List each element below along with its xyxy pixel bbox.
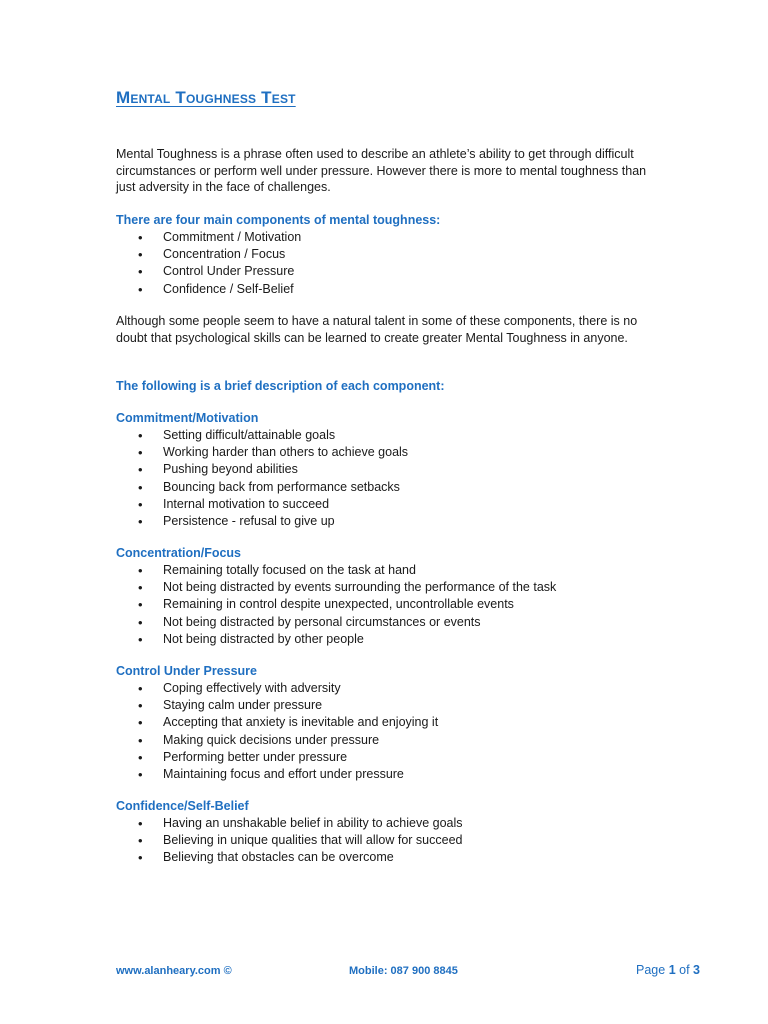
footer-page-number xyxy=(636,963,700,977)
list-item: • Believing that obstacles can be overcome xyxy=(116,849,676,866)
section-list xyxy=(116,815,676,867)
section-heading: Commitment/Motivation xyxy=(116,411,259,425)
talent-block xyxy=(116,313,676,346)
list-item: • Coping effectively with adversity xyxy=(116,680,676,697)
document-title: Mental Toughness Test xyxy=(116,88,296,107)
section-control xyxy=(116,663,676,783)
list-item: • Control Under Pressure xyxy=(116,263,676,280)
list-item: • Not being distracted by other people xyxy=(116,631,676,648)
section-heading: Concentration/Focus xyxy=(116,546,242,560)
description-heading: The following is a brief description of each component: xyxy=(116,379,445,393)
section-list xyxy=(116,427,676,530)
list-item: • Working harder than others to achieve goals xyxy=(116,444,676,461)
components-heading: There are four main components of mental toughness: xyxy=(116,213,441,227)
section-list xyxy=(116,680,676,783)
list-item: • Commitment / Motivation xyxy=(116,229,676,246)
list-item: • Bouncing back from performance setbacks xyxy=(116,479,676,496)
list-item: • Accepting that anxiety is inevitable and enjoying it xyxy=(116,714,676,731)
section-list xyxy=(116,562,676,648)
components-block xyxy=(116,212,676,298)
talent-paragraph: Although some people seem to have a natural talent in some of these components, there is no doubt that psychological skills can be learned to create greater Mental Toughness in anyone. xyxy=(116,314,638,345)
page-total: 3 xyxy=(693,963,700,977)
section-concentration xyxy=(116,545,676,648)
section-confidence xyxy=(116,798,676,867)
intro-paragraph: Mental Toughness is a phrase often used to describe an athlete’s ability to get through difficult circumstances or perform well under pressure. However there is more to mental toughness than just adversity in the face of challenges. xyxy=(116,147,647,194)
list-item: • Remaining totally focused on the task at hand xyxy=(116,562,676,579)
list-item: • Confidence / Self-Belief xyxy=(116,281,676,298)
list-item: • Not being distracted by personal circumstances or events xyxy=(116,614,676,631)
list-item: • Staying calm under pressure xyxy=(116,697,676,714)
list-item: • Setting difficult/attainable goals xyxy=(116,427,676,444)
list-item: • Pushing beyond abilities xyxy=(116,461,676,478)
section-commitment xyxy=(116,410,676,530)
list-item: • Performing better under pressure xyxy=(116,749,676,766)
footer-mobile: Mobile: 087 900 8845 xyxy=(349,965,458,977)
section-heading: Control Under Pressure xyxy=(116,664,258,678)
list-item: • Remaining in control despite unexpected, uncontrollable events xyxy=(116,596,676,613)
list-item: • Persistence - refusal to give up xyxy=(116,513,676,530)
list-item: • Making quick decisions under pressure xyxy=(116,732,676,749)
list-item: • Maintaining focus and effort under pressure xyxy=(116,766,676,783)
description-block xyxy=(116,378,676,395)
page-word: Page xyxy=(636,963,666,977)
page-current: 1 xyxy=(668,963,676,977)
list-item: • Concentration / Focus xyxy=(116,246,676,263)
list-item: • Having an unshakable belief in ability to achieve goals xyxy=(116,815,676,832)
document-page xyxy=(116,0,716,1024)
page-footer xyxy=(116,963,700,981)
components-list xyxy=(116,229,676,298)
page-of: of xyxy=(679,963,690,977)
footer-website: www.alanheary.com © xyxy=(116,965,232,977)
list-item: • Internal motivation to succeed xyxy=(116,496,676,513)
list-item: • Not being distracted by events surrounding the performance of the task xyxy=(116,579,676,596)
section-heading: Confidence/Self-Belief xyxy=(116,799,249,813)
list-item: • Believing in unique qualities that will allow for succeed xyxy=(116,832,676,849)
